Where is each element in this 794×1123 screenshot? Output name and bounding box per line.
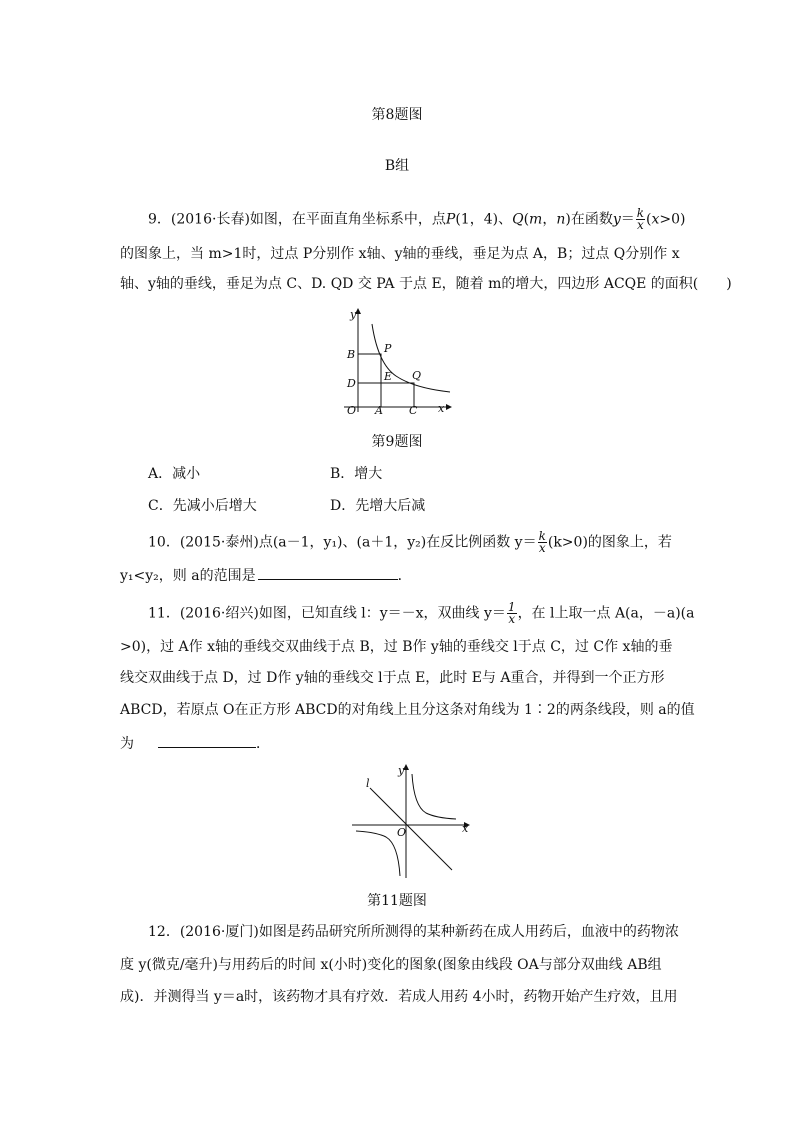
q9-perp-p bbox=[358, 354, 381, 407]
q9-label-q: Q bbox=[412, 369, 422, 382]
q11-label-x: x bbox=[462, 822, 469, 835]
q10-fraction: $\frac{k}{x}$ bbox=[538, 529, 546, 555]
q9-label-a: A bbox=[375, 404, 383, 416]
q9-figure bbox=[338, 304, 456, 416]
q9-label-p: P bbox=[384, 342, 392, 355]
q9-label-x: x bbox=[438, 402, 445, 415]
q12-line-2: 度 y(微克/毫升)与用药后的时间 x(小时)变化的图象(图象由线段 OA与部分双曲线 AB组 bbox=[120, 957, 662, 973]
q9-option-c: C．先减小后增大 bbox=[148, 498, 257, 514]
figure-8-caption: 第8题图 bbox=[371, 107, 423, 123]
q11-label-y: y bbox=[398, 764, 405, 777]
q11-line-4: ABCD，若原点 O在正方形 ABCD的对角线上且分这条对角线为 1∶2的两条线段，则 a的值 bbox=[120, 702, 695, 718]
q11-line-5: 为 ． bbox=[120, 733, 270, 754]
q10-answer-blank[interactable] bbox=[258, 565, 398, 580]
q9-line-3: 轴、y轴的垂线，垂足为点 C、D. QD 交 PA 于点 E，随着 m的增大，四边形 ACQE 的面积( ) bbox=[120, 276, 732, 292]
q11-line-3: 线交双曲线于点 D，过 D作 y轴的垂线交 l于点 E，此时 E与 A重合，并得到一个正方形 bbox=[120, 670, 665, 686]
q9-label-e: E bbox=[384, 370, 393, 383]
q11-caption: 第11题图 bbox=[367, 893, 427, 909]
q9-caption: 第9题图 bbox=[371, 434, 423, 450]
q11-label-l: l bbox=[366, 777, 370, 790]
q9-option-a: A．减小 bbox=[148, 466, 201, 482]
q9-label-y: y bbox=[350, 308, 357, 321]
group-title: B组 bbox=[384, 158, 410, 174]
q9-option-d: D．先增大后减 bbox=[330, 498, 426, 514]
q11-fraction: $\frac{1}{x}$ bbox=[507, 600, 516, 626]
q11-hyperbola-q1 bbox=[412, 774, 456, 819]
q9-perp-q bbox=[358, 383, 414, 407]
q9-label-o: O bbox=[347, 404, 357, 416]
q9-line-2: 的图象上，当 m>1时，过点 P分别作 x轴、y轴的垂线，垂足为点 A，B；过点 Q分别作 x bbox=[120, 246, 680, 262]
q11-answer-blank[interactable] bbox=[158, 733, 256, 748]
q11-line-1: 11．(2016·绍兴)如图，已知直线 l：y＝－x，双曲线 y＝ $\frac{1}{x}$ ，在 l上取一点 A(a，－a)(a bbox=[148, 600, 695, 626]
q11-line-l bbox=[370, 788, 452, 870]
q10-line-1: 10．(2015·泰州)点(a－1，y₁)、(a＋1，y₂)在反比例函数 y＝ $\frac{k}{x}$ (k>0)的图象上，若 bbox=[148, 529, 672, 555]
q11-figure bbox=[346, 760, 476, 882]
q11-hyperbola-q3 bbox=[356, 831, 400, 876]
q9-line-1: 9．(2016·长春)如图，在平面直角坐标系中，点P(1，4)、Q(m，n)在函数y＝ $\frac{k}{x}$ (x>0) bbox=[148, 206, 686, 232]
q9-label-b: B bbox=[347, 348, 356, 361]
q9-option-b: B．增大 bbox=[330, 466, 383, 482]
q9-fraction: $\frac{k}{x}$ bbox=[636, 206, 645, 232]
q11-label-o: O bbox=[397, 826, 407, 839]
q10-line-2: y₁<y₂，则 a的范围是 ． bbox=[120, 565, 412, 586]
q12-line-1: 12．(2016·厦门)如图是药品研究所所测得的某种新药在成人用药后，血液中的药物浓 bbox=[148, 924, 679, 940]
q9-label-d: D bbox=[347, 377, 356, 390]
q11-line-2: >0)，过 A作 x轴的垂线交双曲线于点 B，过 B作 y轴的垂线交 l于点 C，过 C作 x轴的垂 bbox=[120, 639, 673, 655]
q9-x-arrow bbox=[446, 404, 452, 410]
q9-label-c: C bbox=[409, 404, 418, 416]
q12-line-3: 成)．并测得当 y＝a时，该药物才具有疗效．若成人用药 4小时，药物开始产生疗效，且用 bbox=[120, 989, 678, 1005]
